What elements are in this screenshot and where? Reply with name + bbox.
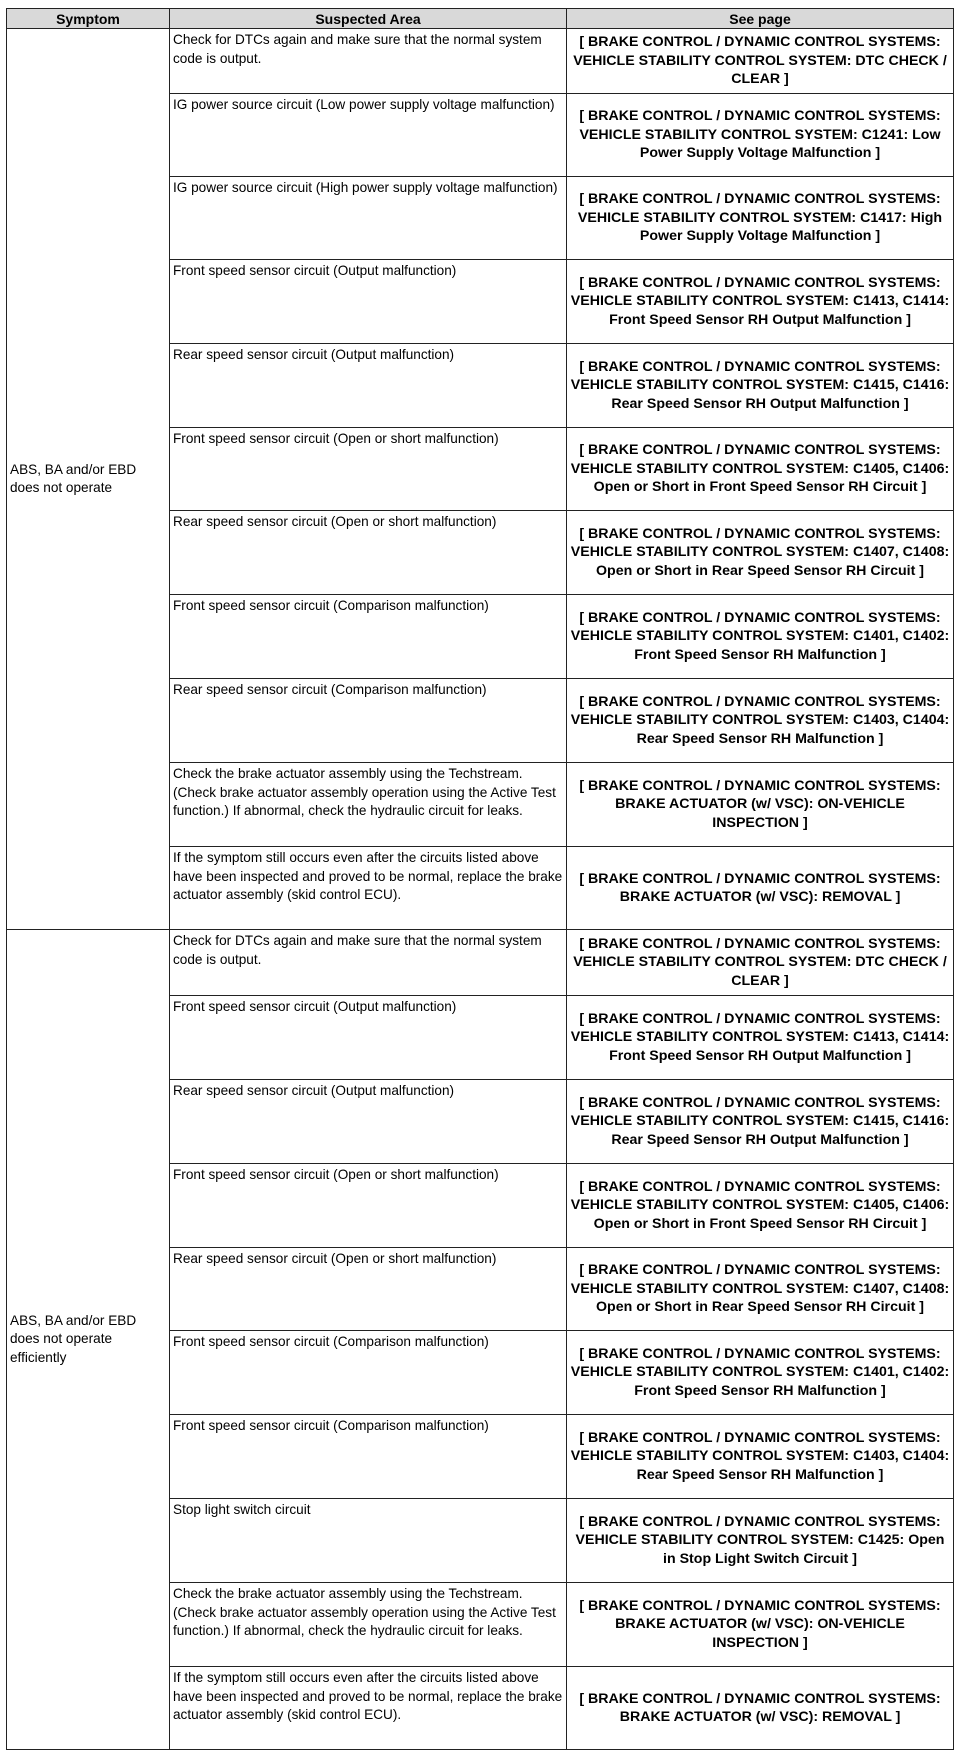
- see-page-link[interactable]: [ BRAKE CONTROL / DYNAMIC CONTROL SYSTEMS: VEHICLE STABILITY CONTROL SYSTEM: C1425: Open in Stop Light Switch Circuit ]: [567, 1499, 954, 1583]
- see-page-link[interactable]: [ BRAKE CONTROL / DYNAMIC CONTROL SYSTEMS: BRAKE ACTUATOR (w/ VSC): REMOVAL ]: [567, 847, 954, 930]
- suspected-area-cell: Front speed sensor circuit (Comparison malfunction): [170, 1415, 567, 1499]
- suspected-area-cell: Front speed sensor circuit (Output malfunction): [170, 260, 567, 344]
- see-page-link[interactable]: [ BRAKE CONTROL / DYNAMIC CONTROL SYSTEMS: VEHICLE STABILITY CONTROL SYSTEM: C1407, C1408: Open or Short in Rear Speed Sensor RH Circuit ]: [567, 511, 954, 595]
- symptom-cell: ABS, BA and/or EBD does not operate efficiently: [7, 930, 170, 1750]
- see-page-link[interactable]: [ BRAKE CONTROL / DYNAMIC CONTROL SYSTEMS: VEHICLE STABILITY CONTROL SYSTEM: C1405, C1406: Open or Short in Front Speed Sensor RH Circuit ]: [567, 1164, 954, 1248]
- see-page-link[interactable]: [ BRAKE CONTROL / DYNAMIC CONTROL SYSTEMS: VEHICLE STABILITY CONTROL SYSTEM: C1415, C1416: Rear Speed Sensor RH Output Malfunction ]: [567, 1080, 954, 1164]
- see-page-link[interactable]: [ BRAKE CONTROL / DYNAMIC CONTROL SYSTEMS: BRAKE ACTUATOR (w/ VSC): ON-VEHICLE INSPECTION ]: [567, 763, 954, 847]
- suspected-area-cell: Front speed sensor circuit (Open or short malfunction): [170, 428, 567, 511]
- suspected-area-cell: Check for DTCs again and make sure that the normal system code is output.: [170, 29, 567, 94]
- suspected-area-cell: Check the brake actuator assembly using the Techstream. (Check brake actuator assembly operation using the Active Test function.) If abnormal, check the hydraulic circuit for leaks.: [170, 1583, 567, 1667]
- header-row: [7, 9, 954, 29]
- see-page-link[interactable]: [ BRAKE CONTROL / DYNAMIC CONTROL SYSTEMS: VEHICLE STABILITY CONTROL SYSTEM: C1401, C1402: Front Speed Sensor RH Malfunction ]: [567, 595, 954, 679]
- see-page-link[interactable]: [ BRAKE CONTROL / DYNAMIC CONTROL SYSTEMS: VEHICLE STABILITY CONTROL SYSTEM: C1403, C1404: Rear Speed Sensor RH Malfunction ]: [567, 1415, 954, 1499]
- troubleshooting-table: [6, 8, 954, 1750]
- suspected-area-cell: Check the brake actuator assembly using the Techstream. (Check brake actuator assembly operation using the Active Test function.) If abnormal, check the hydraulic circuit for leaks.: [170, 763, 567, 847]
- suspected-area-cell: If the symptom still occurs even after the circuits listed above have been inspected and proved to be normal, replace the brake actuator assembly (skid control ECU).: [170, 847, 567, 930]
- see-page-link[interactable]: [ BRAKE CONTROL / DYNAMIC CONTROL SYSTEMS: VEHICLE STABILITY CONTROL SYSTEM: DTC CHECK / CLEAR ]: [567, 29, 954, 94]
- suspected-area-cell: IG power source circuit (Low power supply voltage malfunction): [170, 94, 567, 177]
- see-page-link[interactable]: [ BRAKE CONTROL / DYNAMIC CONTROL SYSTEMS: VEHICLE STABILITY CONTROL SYSTEM: C1413, C1414: Front Speed Sensor RH Output Malfunction ]: [567, 260, 954, 344]
- suspected-area-cell: Rear speed sensor circuit (Open or short malfunction): [170, 511, 567, 595]
- see-page-link[interactable]: [ BRAKE CONTROL / DYNAMIC CONTROL SYSTEMS: VEHICLE STABILITY CONTROL SYSTEM: C1241: Low Power Supply Voltage Malfunction ]: [567, 94, 954, 177]
- see-page-column-header: See page: [567, 9, 954, 29]
- see-page-link[interactable]: [ BRAKE CONTROL / DYNAMIC CONTROL SYSTEMS: VEHICLE STABILITY CONTROL SYSTEM: C1417: High Power Supply Voltage Malfunction ]: [567, 177, 954, 260]
- suspected-area-cell: Rear speed sensor circuit (Output malfunction): [170, 344, 567, 428]
- see-page-link[interactable]: [ BRAKE CONTROL / DYNAMIC CONTROL SYSTEMS: VEHICLE STABILITY CONTROL SYSTEM: C1403, C1404: Rear Speed Sensor RH Malfunction ]: [567, 679, 954, 763]
- suspected-area-cell: Front speed sensor circuit (Comparison malfunction): [170, 1331, 567, 1415]
- suspected-area-cell: Front speed sensor circuit (Comparison malfunction): [170, 595, 567, 679]
- table-row: [7, 29, 954, 94]
- table-row: [7, 930, 954, 996]
- see-page-link[interactable]: [ BRAKE CONTROL / DYNAMIC CONTROL SYSTEMS: BRAKE ACTUATOR (w/ VSC): ON-VEHICLE INSPECTION ]: [567, 1583, 954, 1667]
- suspected-area-cell: Front speed sensor circuit (Output malfunction): [170, 996, 567, 1080]
- suspected-area-cell: Rear speed sensor circuit (Open or short malfunction): [170, 1248, 567, 1331]
- table-body: [7, 29, 954, 1750]
- suspected-area-column-header: Suspected Area: [170, 9, 567, 29]
- see-page-link[interactable]: [ BRAKE CONTROL / DYNAMIC CONTROL SYSTEMS: VEHICLE STABILITY CONTROL SYSTEM: C1415, C1416: Rear Speed Sensor RH Output Malfunction ]: [567, 344, 954, 428]
- see-page-link[interactable]: [ BRAKE CONTROL / DYNAMIC CONTROL SYSTEMS: VEHICLE STABILITY CONTROL SYSTEM: C1413, C1414: Front Speed Sensor RH Output Malfunction ]: [567, 996, 954, 1080]
- see-page-link[interactable]: [ BRAKE CONTROL / DYNAMIC CONTROL SYSTEMS: VEHICLE STABILITY CONTROL SYSTEM: DTC CHECK / CLEAR ]: [567, 930, 954, 996]
- symptom-cell: ABS, BA and/or EBD does not operate: [7, 29, 170, 930]
- suspected-area-cell: Stop light switch circuit: [170, 1499, 567, 1583]
- see-page-link[interactable]: [ BRAKE CONTROL / DYNAMIC CONTROL SYSTEMS: VEHICLE STABILITY CONTROL SYSTEM: C1401, C1402: Front Speed Sensor RH Malfunction ]: [567, 1331, 954, 1415]
- table-header: [7, 9, 954, 29]
- suspected-area-cell: IG power source circuit (High power supply voltage malfunction): [170, 177, 567, 260]
- see-page-link[interactable]: [ BRAKE CONTROL / DYNAMIC CONTROL SYSTEMS: VEHICLE STABILITY CONTROL SYSTEM: C1407, C1408: Open or Short in Rear Speed Sensor RH Circuit ]: [567, 1248, 954, 1331]
- troubleshooting-table-wrapper: [6, 8, 953, 1750]
- symptom-column-header: Symptom: [7, 9, 170, 29]
- suspected-area-cell: Front speed sensor circuit (Open or short malfunction): [170, 1164, 567, 1248]
- see-page-link[interactable]: [ BRAKE CONTROL / DYNAMIC CONTROL SYSTEMS: BRAKE ACTUATOR (w/ VSC): REMOVAL ]: [567, 1667, 954, 1750]
- suspected-area-cell: If the symptom still occurs even after the circuits listed above have been inspected and proved to be normal, replace the brake actuator assembly (skid control ECU).: [170, 1667, 567, 1750]
- suspected-area-cell: Rear speed sensor circuit (Comparison malfunction): [170, 679, 567, 763]
- see-page-link[interactable]: [ BRAKE CONTROL / DYNAMIC CONTROL SYSTEMS: VEHICLE STABILITY CONTROL SYSTEM: C1405, C1406: Open or Short in Front Speed Sensor RH Circuit ]: [567, 428, 954, 511]
- suspected-area-cell: Check for DTCs again and make sure that the normal system code is output.: [170, 930, 567, 996]
- suspected-area-cell: Rear speed sensor circuit (Output malfunction): [170, 1080, 567, 1164]
